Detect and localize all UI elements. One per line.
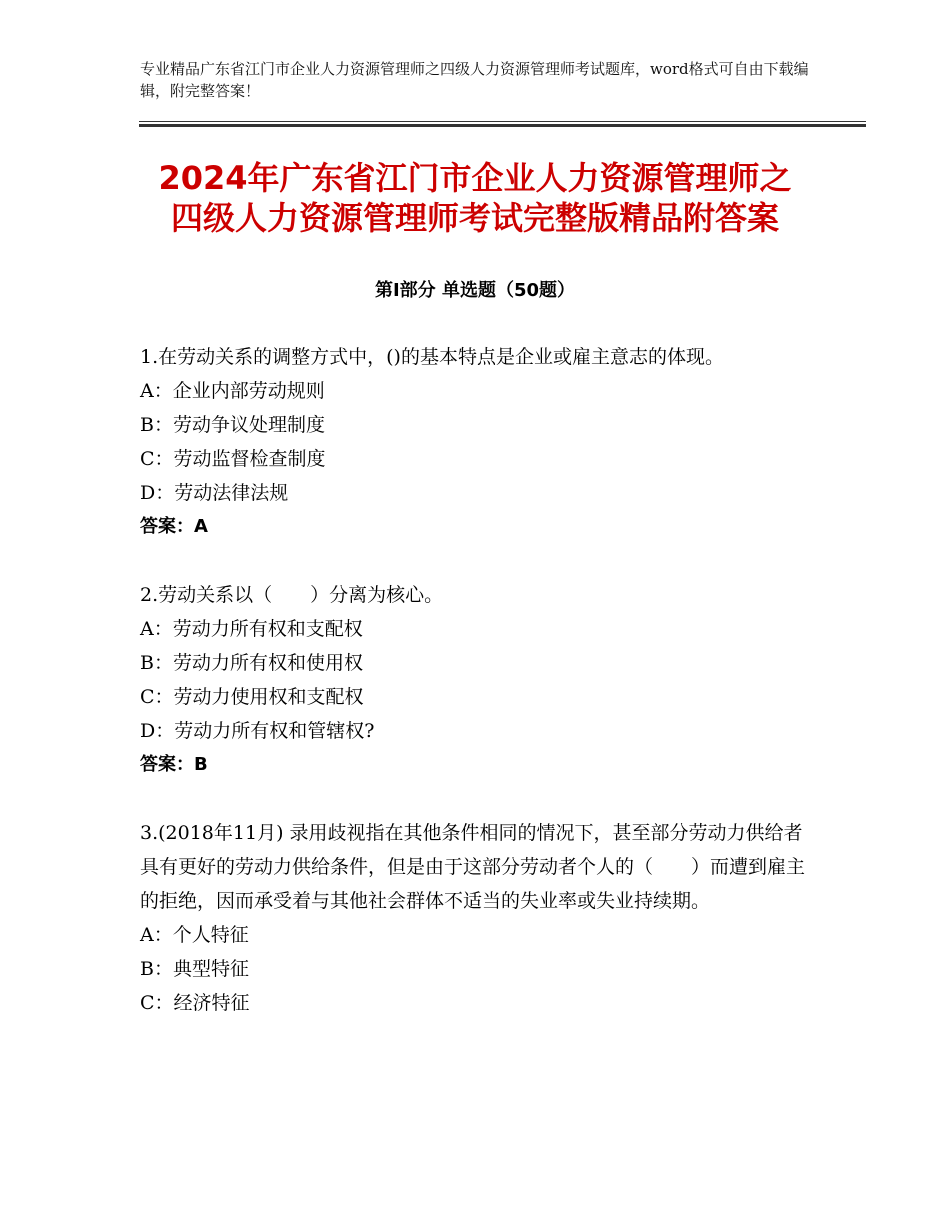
answer: 答案：B (140, 754, 208, 775)
title-line-1: 2024年广东省江门市企业人力资源管理师之 (158, 159, 792, 197)
header-divider-thin (139, 121, 866, 122)
option-c: C：经济特征 (140, 992, 250, 1014)
option-d: D：劳动法律法规 (140, 482, 289, 504)
section-heading: 第Ⅰ部分 单选题（50题） (374, 280, 575, 301)
option-a: A：企业内部劳动规则 (140, 380, 325, 402)
question-list (140, 340, 820, 1054)
option-b: B：劳动争议处理制度 (140, 414, 325, 436)
header-divider-thick (139, 124, 866, 127)
title-line-2: 四级人力资源管理师考试完整版精品附答案 (170, 199, 779, 237)
option-b: B：典型特征 (140, 958, 249, 980)
question-text: 1.在劳动关系的调整方式中，()的基本特点是企业或雇主意志的体现。 (140, 346, 724, 368)
question-2 (140, 578, 820, 782)
question-1 (140, 340, 820, 544)
header-note: 专业精品广东省江门市企业人力资源管理师之四级人力资源管理师考试题库，word格式可自由下载编辑，附完整答案！ (140, 60, 809, 100)
question-text: 2.劳动关系以（ ）分离为核心。 (140, 584, 444, 606)
option-c: C：劳动监督检查制度 (140, 448, 326, 470)
option-a: A：劳动力所有权和支配权 (140, 618, 363, 640)
option-c: C：劳动力使用权和支配权 (140, 686, 364, 708)
option-d: D：劳动力所有权和管辖权? (140, 720, 375, 742)
question-3 (140, 816, 820, 1020)
question-text: 3.(2018年11月) 录用歧视指在其他条件相同的情况下，甚至部分劳动力供给者具有更好的劳动力供给条件，但是由于这部分劳动者个人的（ ）而遭到雇主的拒绝，因而承受着与其他社会群体不适当的失业率或失业持续期。 (140, 822, 806, 912)
option-b: B：劳动力所有权和使用权 (140, 652, 363, 674)
answer: 答案：A (140, 516, 208, 537)
option-a: A：个人特征 (140, 924, 249, 946)
document-title (100, 158, 850, 238)
